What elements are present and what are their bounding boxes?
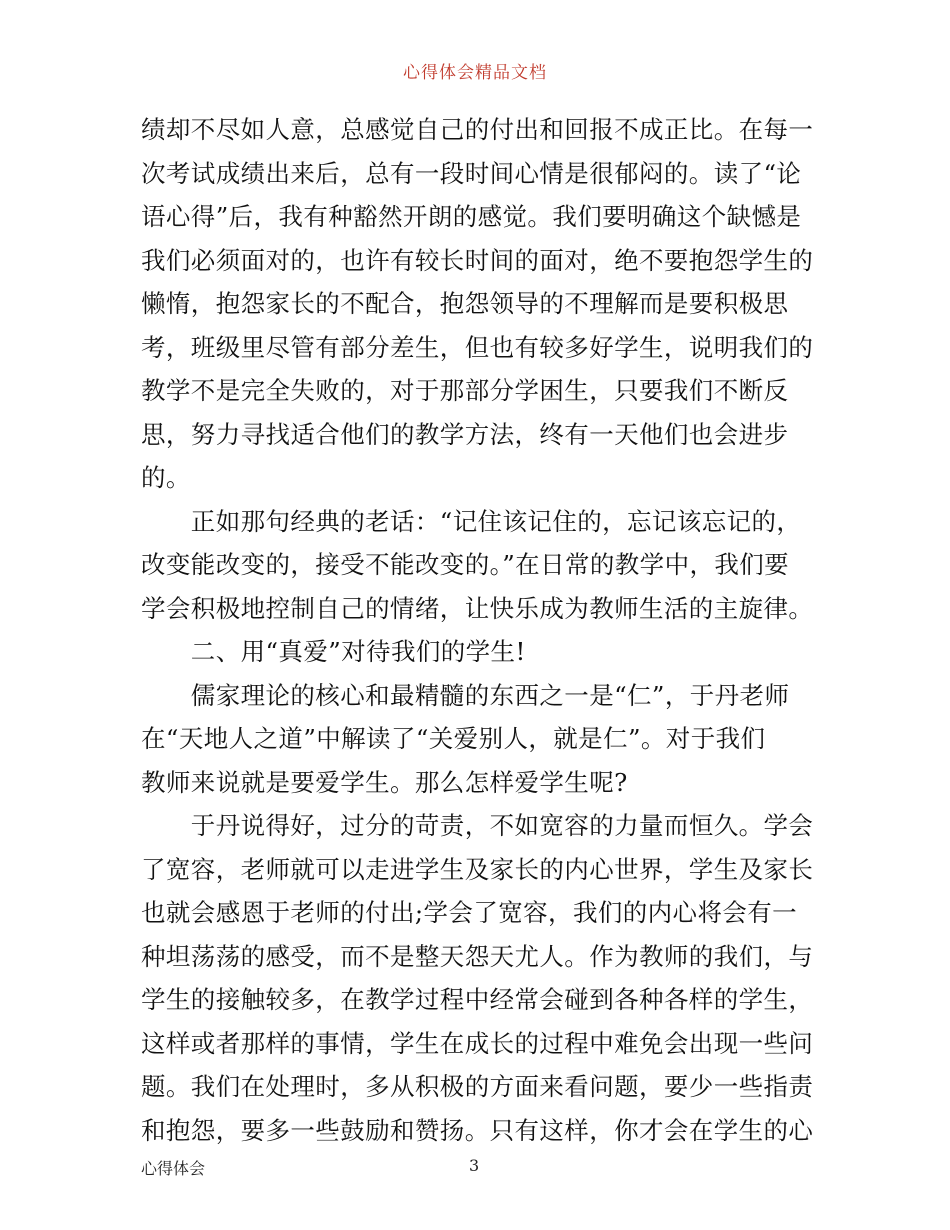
body-line: 改变能改变的，接受不能改变的。”在日常的教学中，我们要 xyxy=(141,550,790,579)
body-line: 懒惰，抱怨家长的不配合，抱怨领导的不理解而是要积极思 xyxy=(141,289,789,318)
document-body xyxy=(141,108,814,1152)
body-line: 在“天地人之道”中解读了“关爱别人，就是仁”。对于我们 xyxy=(141,724,766,753)
body-line: 学会积极地控制自己的情绪，让快乐成为教师生活的主旋律。 xyxy=(141,593,814,623)
body-line: 思，努力寻找适合他们的教学方法，终有一天他们也会进步 xyxy=(141,419,789,449)
body-line: 语心得”后，我有种豁然开朗的感觉。我们要明确这个缺憾是 xyxy=(141,202,802,231)
body-line: 考，班级里尽管有部分差生，但也有较多好学生，说明我们的 xyxy=(141,332,814,362)
section-heading-line: 二、用“真爱”对待我们的学生! xyxy=(141,637,526,666)
body-line: 和抱怨，要多一些鼓励和赞扬。只有这样，你才会在学生的心 xyxy=(141,1115,814,1145)
body-line: 儒家理论的核心和最精髓的东西之一是“仁”，于丹老师 xyxy=(141,680,790,710)
body-line: 的。 xyxy=(141,463,191,492)
body-line: 学生的接触较多，在教学过程中经常会碰到各种各样的学生， xyxy=(141,985,814,1014)
body-line: 这样或者那样的事情，学生在成长的过程中难免会出现一些问 xyxy=(141,1028,814,1058)
body-line: 了宽容，老师就可以走进学生及家长的内心世界，学生及家长 xyxy=(141,854,814,884)
body-line: 我们必须面对的，也许有较长时间的面对，绝不要抱怨学生的 xyxy=(141,245,814,275)
footer-label: 心得体会 xyxy=(141,1159,206,1178)
body-line: 于丹说得好，过分的苛责，不如宽容的力量而恒久。学会 xyxy=(141,811,814,840)
body-line: 种坦荡荡的感受，而不是整天怨天尤人。作为教师的我们，与 xyxy=(141,941,814,971)
page-number: 3 xyxy=(469,1156,480,1175)
body-line: 绩却不尽如人意，总感觉自己的付出和回报不成正比。在每一 xyxy=(141,115,814,144)
document-header-title: 心得体会精品文档 xyxy=(403,63,547,83)
body-line: 也就会感恩于老师的付出;学会了宽容，我们的内心将会有一 xyxy=(141,898,798,927)
body-line: 次考试成绩出来后，总有一段时间心情是很郁闷的。读了“论 xyxy=(141,158,802,188)
body-line: 正如那句经典的老话：“记住该记住的，忘记该忘记的， xyxy=(141,506,802,536)
body-line: 教师来说就是要爱学生。那么怎样爱学生呢? xyxy=(141,767,628,797)
body-line: 教学不是完全失败的，对于那部分学困生，只要我们不断反 xyxy=(141,376,789,405)
body-line: 题。我们在处理时，多从积极的方面来看问题，要少一些指责 xyxy=(141,1072,814,1101)
